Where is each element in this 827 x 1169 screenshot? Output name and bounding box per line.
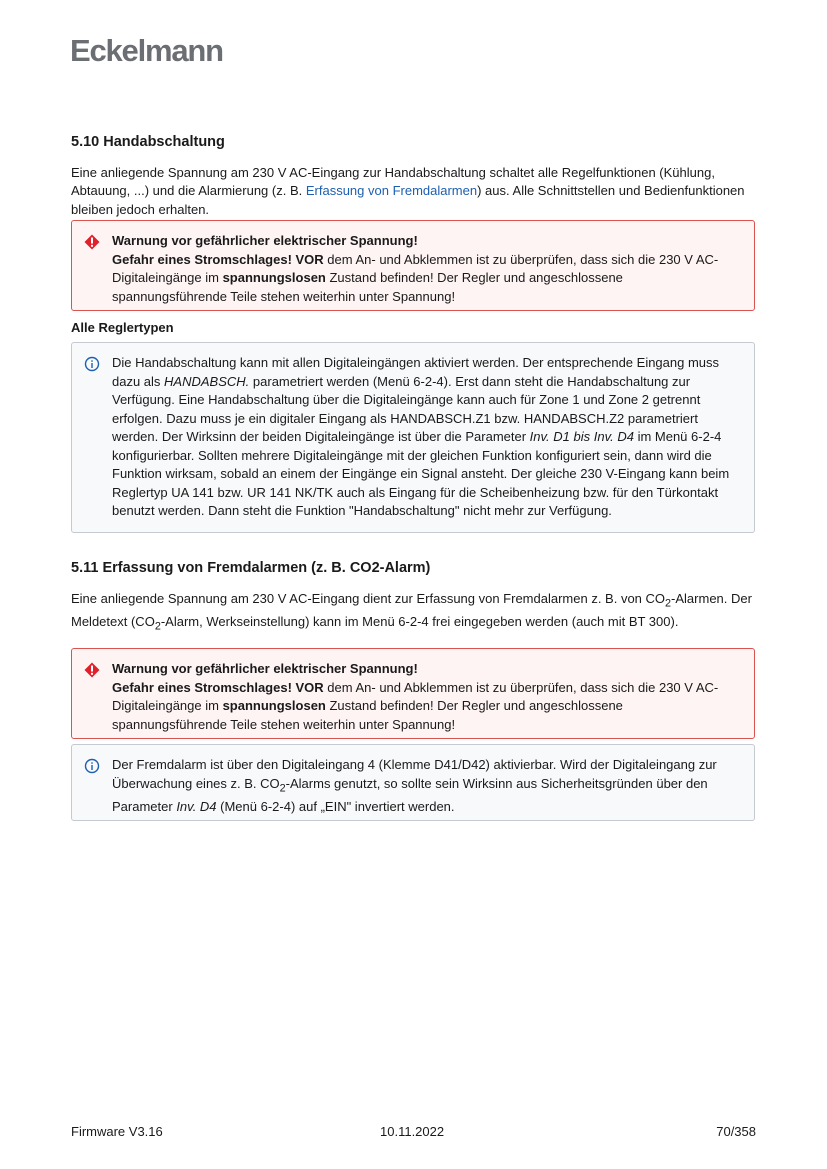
warning-title: Warnung vor gefährlicher elektrischer Spannung! <box>112 233 418 248</box>
footer-page-number: 70/358 <box>716 1124 756 1139</box>
warning-box <box>71 648 755 739</box>
section-paragraph <box>71 590 756 636</box>
text: 2 <box>279 782 286 795</box>
text: 2 <box>665 597 672 610</box>
text: Die Handabschaltung kann mit allen Digitaleingängen aktiviert werden. Der entsprechende Eingang muss dazu als <box>112 355 720 389</box>
warning-text <box>112 660 740 734</box>
text: dem An- und Abklemmen ist zu überprüfen, dass sich die 230 V AC-Digitaleingänge im <box>112 251 719 285</box>
text: spannungslosen <box>222 698 326 713</box>
section-5-11 <box>71 559 756 636</box>
text: Der Fremdalarm ist über den Digitaleingang 4 (Klemme D41/D42) aktivierbar. Wird der Digitaleingang zur Überwachung eines z. B. CO <box>112 757 717 791</box>
text: 2 <box>154 620 161 633</box>
text: ) aus. Alle Schnittstellen und Bedienfunktionen bleiben jedoch erhalten. <box>71 183 745 217</box>
text: Inv. D4 <box>176 798 217 814</box>
text: Zustand befinden! Der Regler und angeschlossene spannungsführende Teile stehen weiterhin unter Spannung! <box>112 270 623 304</box>
section-heading: 5.10 Handabschaltung <box>71 134 225 150</box>
warning-icon <box>84 662 100 678</box>
footer-firmware: Firmware V3.16 <box>71 1124 163 1139</box>
footer-date: 10.11.2022 <box>380 1124 445 1139</box>
warning-title: Warnung vor gefährlicher elektrischer Spannung! <box>112 661 418 676</box>
text: Eine anliegende Spannung am 230 V AC-Eingang zur Handabschaltung schaltet alle Regelfunktionen (Kühlung, Abtauung, ...) und die Alarmierung (z. B. <box>71 164 715 198</box>
info-box <box>71 744 755 821</box>
text: Gefahr eines Stromschlages! VOR <box>112 679 324 695</box>
text: parametriert werden (Menü 6-2-4). Erst dann steht die Handabschaltung zur Verfügung. Eine Handabschaltung über die Digitaleingänge kann auch für Zone 1 und Zone 2 getrennt erfolgen. Dazu muss je ein digitaler Eingang als HANDABSCH.Z1 bzw. HANDABSCH.Z2 parametriert werden. Der Wirksinn der beiden Digitaleingänge ist über die Parameter <box>112 373 701 444</box>
eckelmann-logo: Eckelmann <box>70 33 223 68</box>
text: Inv. D1 bis Inv. D4 <box>529 429 634 444</box>
subheading: Alle Reglertypen <box>71 320 174 335</box>
section-heading: 5.11 Erfassung von Fremdalarmen (z. B. CO2-Alarm) <box>71 560 431 576</box>
text: Gefahr eines Stromschlages! VOR <box>112 251 324 267</box>
info-text <box>112 756 740 816</box>
text: -Alarms genutzt, so sollte sein Wirksinn aus Sicherheitsgründen über den Parameter <box>112 775 708 814</box>
text: -Alarmen. Der Meldetext (CO <box>71 590 752 629</box>
info-text <box>112 354 740 521</box>
text: (Menü 6-2-4) auf „EIN" invertiert werden. <box>216 798 455 814</box>
text: Eine anliegende Spannung am 230 V AC-Eingang dient zur Erfassung von Fremdalarmen z. B. von CO <box>71 590 666 606</box>
link-fremdalarme[interactable]: Erfassung von Fremdalarmen <box>305 183 478 198</box>
text: im Menü 6-2-4 konfigurierbar. Sollten mehrere Digitaleingänge mit der gleichen Funktion konfiguriert sein, dann wird die Funktion wirksam, sobald an einem der Eingänge ein Signal ansteht. Der gleiche 230 V-Eingang kann beim Reglertyp UA 141 bzw. UR 141 NK/TK auch als Eingang für die Scheibenheizung bzw. für den Türkontakt benutzt werden. Dann steht die Funktion "Handabschaltung" nicht mehr zur Verfügung. <box>112 429 730 518</box>
text: dem An- und Abklemmen ist zu überprüfen, dass sich die 230 V AC-Digitaleingänge im <box>112 679 719 713</box>
info-box <box>71 342 755 533</box>
text: Zustand befinden! Der Regler und angeschlossene spannungsführende Teile stehen weiterhin unter Spannung! <box>112 698 623 732</box>
info-icon <box>84 758 100 774</box>
warning-box <box>71 220 755 311</box>
section-paragraph <box>71 164 756 220</box>
warning-icon <box>84 234 100 250</box>
text: HANDABSCH. <box>164 373 250 389</box>
text: -Alarm, Werkseinstellung) kann im Menü 6-2-4 frei eingegeben werden (auch mit BT 300). <box>160 613 679 629</box>
warning-text <box>112 232 740 306</box>
section-5-10 <box>71 133 756 219</box>
info-icon <box>84 356 100 372</box>
text: spannungslosen <box>222 270 326 285</box>
